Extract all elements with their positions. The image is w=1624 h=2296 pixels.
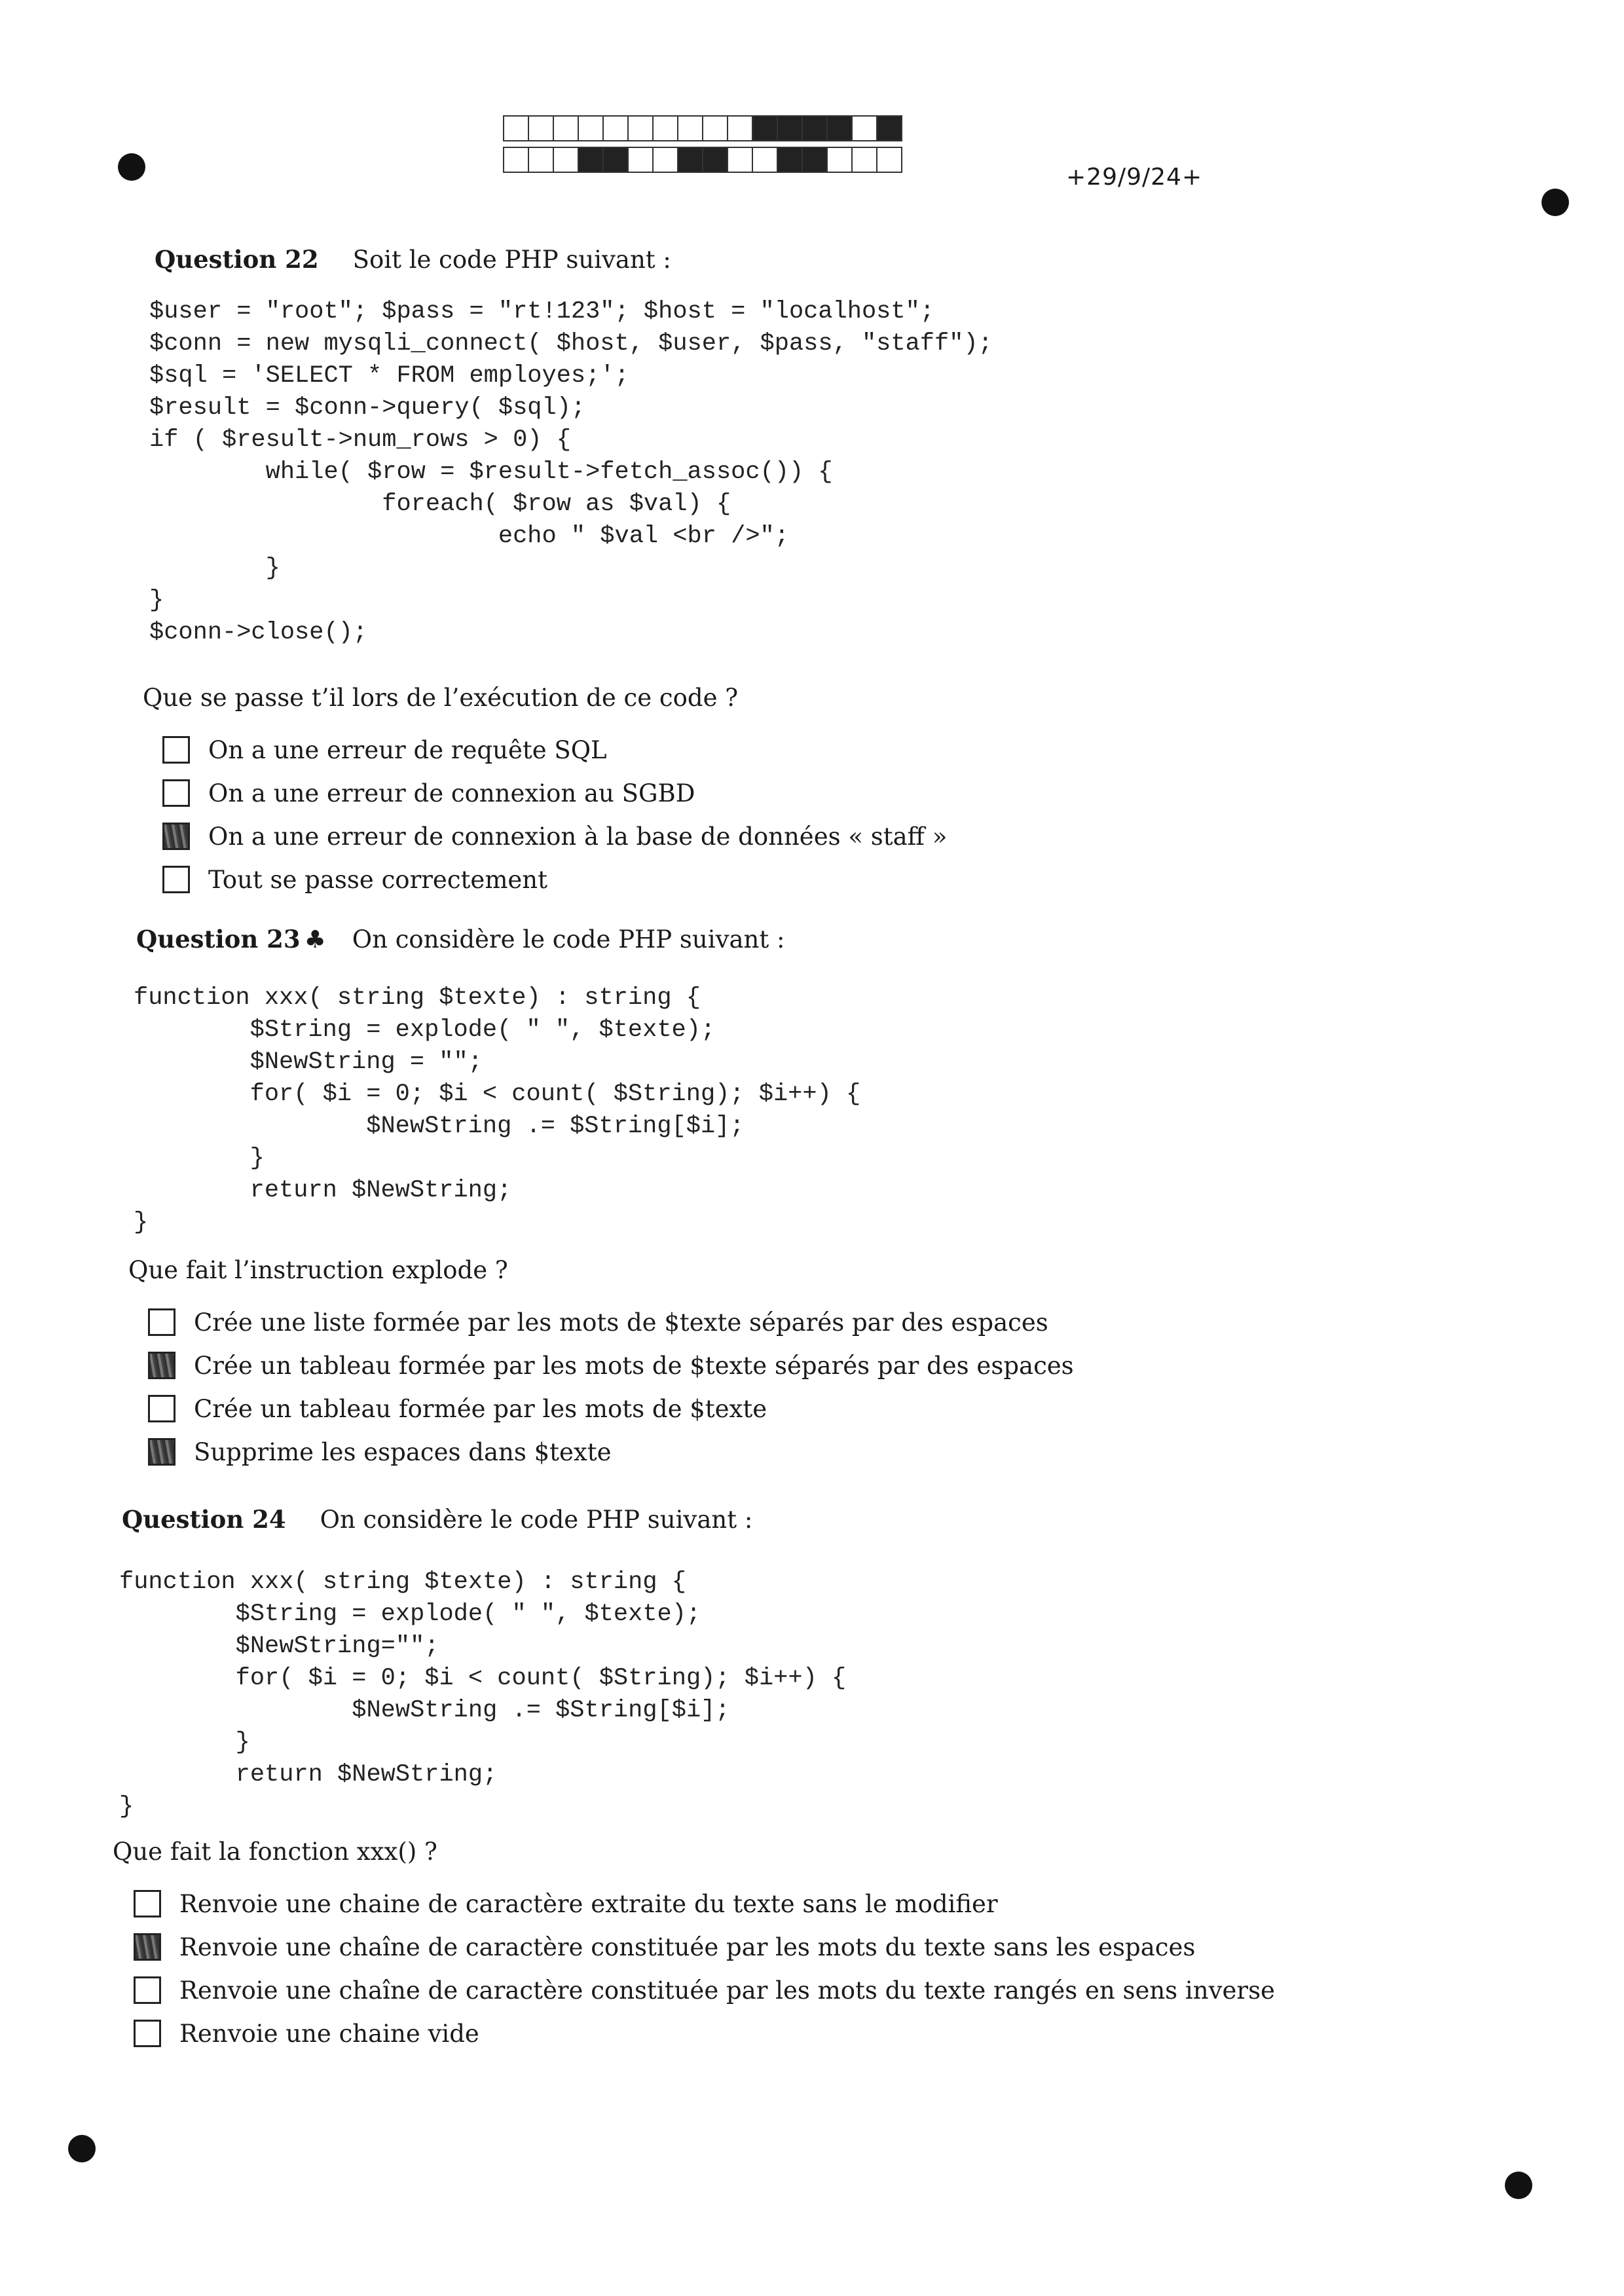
question-22-answers xyxy=(162,728,947,901)
answer-option[interactable] xyxy=(148,1387,1074,1430)
answer-text: Renvoie une chaine vide xyxy=(179,2019,479,2048)
registration-mark-bottom-left xyxy=(68,2135,96,2162)
answer-text: On a une erreur de requête SQL xyxy=(208,735,607,764)
question-intro: Soit le code PHP suivant : xyxy=(352,246,671,274)
answer-checkbox[interactable] xyxy=(162,779,190,807)
barcode-cell xyxy=(553,147,579,173)
registration-mark-bottom-right xyxy=(1505,2172,1532,2199)
answer-text: Crée une liste formée par les mots de $texte séparés par des espaces xyxy=(194,1308,1048,1337)
barcode-cell xyxy=(851,147,877,173)
answer-option[interactable] xyxy=(162,815,947,858)
answer-option[interactable] xyxy=(134,1969,1275,2012)
barcode-cell xyxy=(503,115,529,141)
answer-option[interactable] xyxy=(148,1301,1074,1344)
question-24-header xyxy=(122,1505,752,1534)
answer-text: Renvoie une chaîne de caractère constituée par les mots du texte rangés en sens inverse xyxy=(179,1976,1275,2005)
answer-checkbox[interactable] xyxy=(134,2020,161,2047)
answer-checkbox[interactable] xyxy=(148,1352,175,1379)
club-icon: ♣ xyxy=(304,925,326,954)
barcode-cell xyxy=(702,115,728,141)
barcode-cell xyxy=(752,147,778,173)
answer-checkbox[interactable] xyxy=(148,1308,175,1336)
question-label: Question 22 xyxy=(155,245,319,274)
barcode-cell xyxy=(553,115,579,141)
barcode-row xyxy=(503,147,901,174)
answer-option[interactable] xyxy=(134,1925,1275,1969)
barcode-cell xyxy=(727,115,753,141)
barcode-cell xyxy=(578,115,604,141)
answer-text: On a une erreur de connexion à la base de données « staff » xyxy=(208,822,948,851)
question-24-code: function xxx( string $texte) : string { $String = explode( " ", $texte); $NewString=""; for( $i = 0; $i < count( $String); $i++) { $NewString .= $String[$i]; } return $NewString; } xyxy=(119,1568,847,1821)
barcode-cell xyxy=(528,147,554,173)
answer-text: Crée un tableau formée par les mots de $texte xyxy=(194,1394,767,1423)
barcode-cell xyxy=(752,115,778,141)
answer-text: Tout se passe correctement xyxy=(208,865,547,894)
barcode-row xyxy=(503,115,901,143)
question-23-code: function xxx( string $texte) : string { $String = explode( " ", $texte); $NewString = ""; for( $i = 0; $i < count( $String); $i++) { $NewString .= $String[$i]; } return $NewString; } xyxy=(134,984,861,1236)
barcode-cell xyxy=(578,147,604,173)
barcode-cell xyxy=(826,147,853,173)
answer-option[interactable] xyxy=(162,728,947,771)
question-22-prompt: Que se passe t’il lors de l’exécution de ce code ? xyxy=(143,684,739,712)
answer-checkbox[interactable] xyxy=(162,823,190,850)
answer-checkbox[interactable] xyxy=(134,1976,161,2004)
question-24-answers xyxy=(134,1882,1275,2055)
answer-checkbox[interactable] xyxy=(148,1395,175,1422)
answer-option[interactable] xyxy=(134,2012,1275,2055)
barcode-cell xyxy=(802,147,828,173)
question-intro: On considère le code PHP suivant : xyxy=(352,925,785,954)
answer-option[interactable] xyxy=(148,1430,1074,1473)
answer-text: Crée un tableau formée par les mots de $texte séparés par des espaces xyxy=(194,1351,1074,1380)
answer-checkbox[interactable] xyxy=(162,866,190,893)
answer-option[interactable] xyxy=(162,858,947,901)
question-label: Question 23 xyxy=(136,925,301,954)
registration-mark-top-right xyxy=(1541,189,1569,216)
answer-checkbox[interactable] xyxy=(148,1438,175,1466)
registration-mark-top-left xyxy=(118,153,145,181)
barcode-cell xyxy=(503,147,529,173)
barcode-cell xyxy=(652,147,678,173)
answer-option[interactable] xyxy=(148,1344,1074,1387)
barcode-cell xyxy=(652,115,678,141)
barcode-cell xyxy=(777,115,803,141)
question-23-answers xyxy=(148,1301,1074,1473)
answer-checkbox[interactable] xyxy=(162,736,190,764)
question-22-header xyxy=(155,245,671,274)
answer-text: Renvoie une chaîne de caractère constituée par les mots du texte sans les espaces xyxy=(179,1933,1196,1961)
barcode-cell xyxy=(677,115,703,141)
answer-option[interactable] xyxy=(134,1882,1275,1925)
question-intro: On considère le code PHP suivant : xyxy=(320,1506,753,1534)
answer-text: Renvoie une chaine de caractère extraite du texte sans le modifier xyxy=(179,1889,998,1918)
page-id: +29/9/24+ xyxy=(1066,164,1203,191)
answer-option[interactable] xyxy=(162,771,947,815)
barcode-cell xyxy=(627,115,654,141)
question-label: Question 24 xyxy=(122,1505,286,1534)
answer-checkbox[interactable] xyxy=(134,1890,161,1917)
answer-text: Supprime les espaces dans $texte xyxy=(194,1437,612,1466)
barcode-cell xyxy=(876,147,902,173)
barcode-cell xyxy=(677,147,703,173)
barcode-cell xyxy=(528,115,554,141)
barcode-cell xyxy=(876,115,902,141)
answer-text: On a une erreur de connexion au SGBD xyxy=(208,779,695,807)
barcode-cell xyxy=(777,147,803,173)
question-22-code: $user = "root"; $pass = "rt!123"; $host = "localhost"; $conn = new mysqli_connect( $host, $user, $pass, "staff"); $sql = 'SELECT * FROM employes;'; $result = $conn->query( $sql); if ( $result->num_rows > 0) { while( $row = $result->fetch_assoc()) { foreach( $row as $val) { echo " $val <br />"; } } $conn->close(); xyxy=(149,298,993,646)
barcode-cell xyxy=(851,115,877,141)
barcode-cell xyxy=(702,147,728,173)
barcode-cell xyxy=(802,115,828,141)
answer-checkbox[interactable] xyxy=(134,1933,161,1961)
question-24-prompt: Que fait la fonction xxx() ? xyxy=(113,1838,437,1866)
barcode-cell xyxy=(602,147,629,173)
barcode-cell xyxy=(627,147,654,173)
barcode-cell xyxy=(602,115,629,141)
question-23-header xyxy=(136,925,784,954)
barcode-cell xyxy=(727,147,753,173)
page-barcode xyxy=(503,115,901,178)
barcode-cell xyxy=(826,115,853,141)
question-23-prompt: Que fait l’instruction explode ? xyxy=(128,1256,508,1284)
